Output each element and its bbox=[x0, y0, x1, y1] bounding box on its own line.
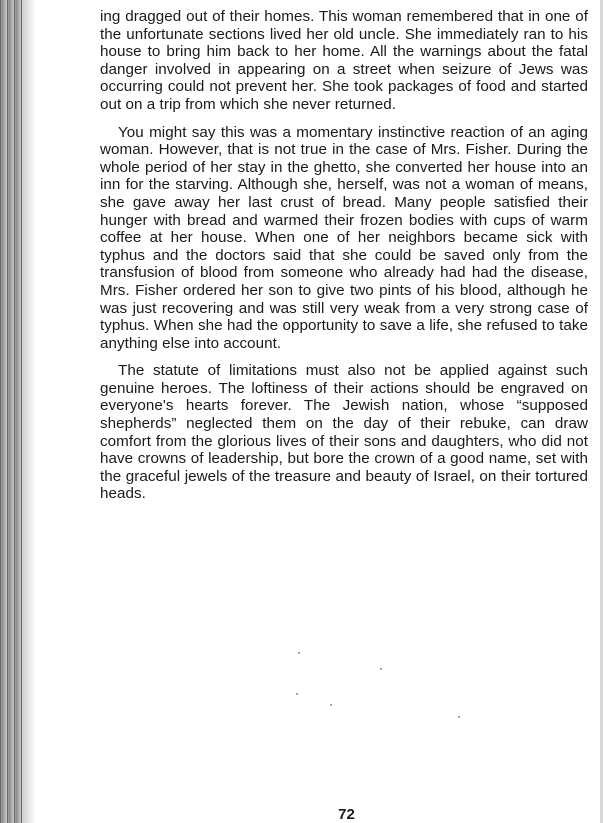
paragraph-continuation: ing dragged out of their homes. This woman remembered that in one of the unfortunate sections lived her old uncle. She immediately ran to his house to bring him back to her home. All the warnings about the fatal danger involved in appearing on a street when seizure of Jews was occurring could not prevent her. She took packages of food and started out on a trip from which she never returned. bbox=[100, 8, 588, 113]
scan-speck bbox=[298, 652, 300, 654]
scan-speck bbox=[330, 704, 332, 706]
scan-speck bbox=[296, 693, 298, 695]
page-number: 72 bbox=[338, 806, 355, 823]
book-binding-edge bbox=[0, 0, 22, 823]
body-text bbox=[100, 8, 588, 503]
paragraph-statute-of-limitations: The statute of limitations must also not be applied against such genuine heroes. The loftiness of their actions should be engraved on everyone's hearts forever. The Jewish nation, whose “supposed shepherds” neglected them on the day of their rebuke, can draw comfort from the glorious lives of their sons and daughters, who did not have crowns of leadership, but bore the crown of a good name, set with the graceful jewels of the treasure and beauty of Israel, on their tortured heads. bbox=[100, 362, 588, 503]
scan-speck bbox=[380, 668, 382, 670]
binding-shadow bbox=[22, 0, 36, 823]
scan-speck bbox=[458, 716, 460, 718]
paragraph-mrs-fisher: You might say this was a momentary instinctive reaction of an aging woman. However, that is not true in the case of Mrs. Fisher. During the whole period of her stay in the ghetto, she converted her house into an inn for the starving. Although she, herself, was not a woman of means, she gave away her last crust of bread. Many people satisfied their hunger with bread and warmed their frozen bodies with cups of warm coffee at her house. When one of her neighbors became sick with typhus and the doctors said that she could be saved only from the transfusion of blood from someone who already had had the disease, Mrs. Fisher ordered her son to give two pints of his blood, although he was just recovering and was still very weak from a very strong case of typhus. When she had the opportunity to save a life, she refused to take anything else into account. bbox=[100, 123, 588, 352]
